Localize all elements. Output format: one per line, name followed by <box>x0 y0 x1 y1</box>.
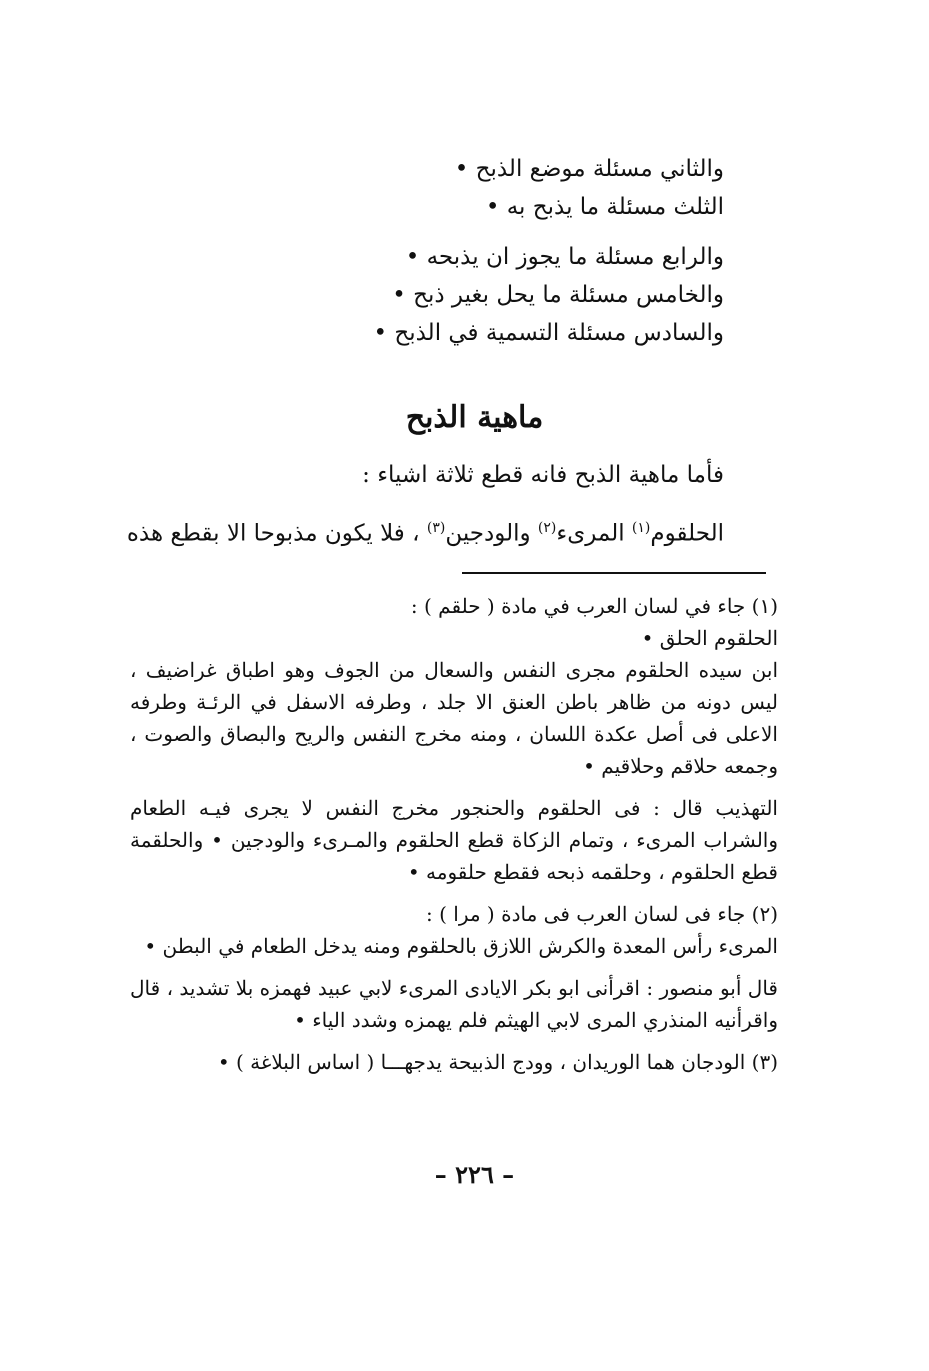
footnote-1-intro: (١) جاء في لسان العرب في مادة ( حلقم ) : <box>410 594 778 618</box>
body-word: والودجين <box>445 520 531 547</box>
footnote-2-definition: المرىء رأس المعدة والكرش اللازق بالحلقوم ومنه يدخل الطعام في البطن • <box>144 934 778 958</box>
list-item: والرابع مسئلة ما يجوز ان يذبحه • <box>405 244 724 270</box>
topics-list <box>324 150 724 352</box>
footnote-3: (٣) الودجان هما الوريدان ، وودج الذبيحة يدجهـــا ( اساس البلاغة ) • <box>217 1050 778 1074</box>
footnote-ref: (١) <box>631 520 651 536</box>
body-text: ، فلا يكون مذبوحا الا بقطع هذه <box>126 520 420 547</box>
body-word: المرىء <box>556 520 625 547</box>
list-item: والثاني مسئلة موضع الذبح • <box>454 156 724 182</box>
footnote-ref: (٢) <box>537 520 557 536</box>
footnote-ref: (٣) <box>426 520 446 536</box>
body-line <box>124 520 724 547</box>
footnote-1-definition: الحلقوم الحلق • <box>641 626 778 650</box>
page-number: – ٢٢٦ – <box>434 1160 515 1189</box>
footnote-2-intro: (٢) جاء فى لسان العرب فى مادة ( مرا ) : <box>426 902 778 926</box>
footnote-divider <box>462 572 766 574</box>
footnote-1-ibn-sidah: ابن سيده الحلقوم مجرى النفس والسعال من الجوف وهو اطباق غراضيف ، ليس دونه من ظاهر باطن العنق الا جلد ، وطرفه الاسفل في الرئـة وطرفه الاعلى فى أصل عكدة اللسان ، ومنه مخرج النفس والريح والبصاق والصوت ، وجمعه حلاقم وحلاقيم • <box>130 658 778 778</box>
list-item: والسادس مسئلة التسمية في الذبح • <box>373 320 724 346</box>
section-heading: ماهية الذبح <box>405 400 544 435</box>
footnote-2-abu-mansur: قال أبو منصور : اقرأنى ابو بكر الايادى المرىء لابي عبيد فهمزه بلا تشديد ، قال واقرأنيه المنذري المرى لابي الهيثم فلم يهمزه وشدد الياء • <box>130 976 778 1032</box>
footnote-1-tahdhib: التهذيب قال : فى الحلقوم والحنجور مخرج النفس لا يجرى فيـه الطعام والشراب المرىء ، وتمام الزكاة قطع الحلقوم والمـرىء والودجين • والحلقمة قطع الحلقوم ، وحلقمه ذبحه فقطع حلقومه • <box>130 796 778 884</box>
body-word: الحلقوم <box>650 520 724 547</box>
body-line: فأما ماهية الذبح فانه قطع ثلاثة اشياء : <box>362 462 724 488</box>
list-item: والخامس مسئلة ما يحل بغير ذبح • <box>392 282 724 308</box>
list-item: الثلث مسئلة ما يذبح به • <box>485 194 724 220</box>
footnotes <box>130 590 778 1078</box>
